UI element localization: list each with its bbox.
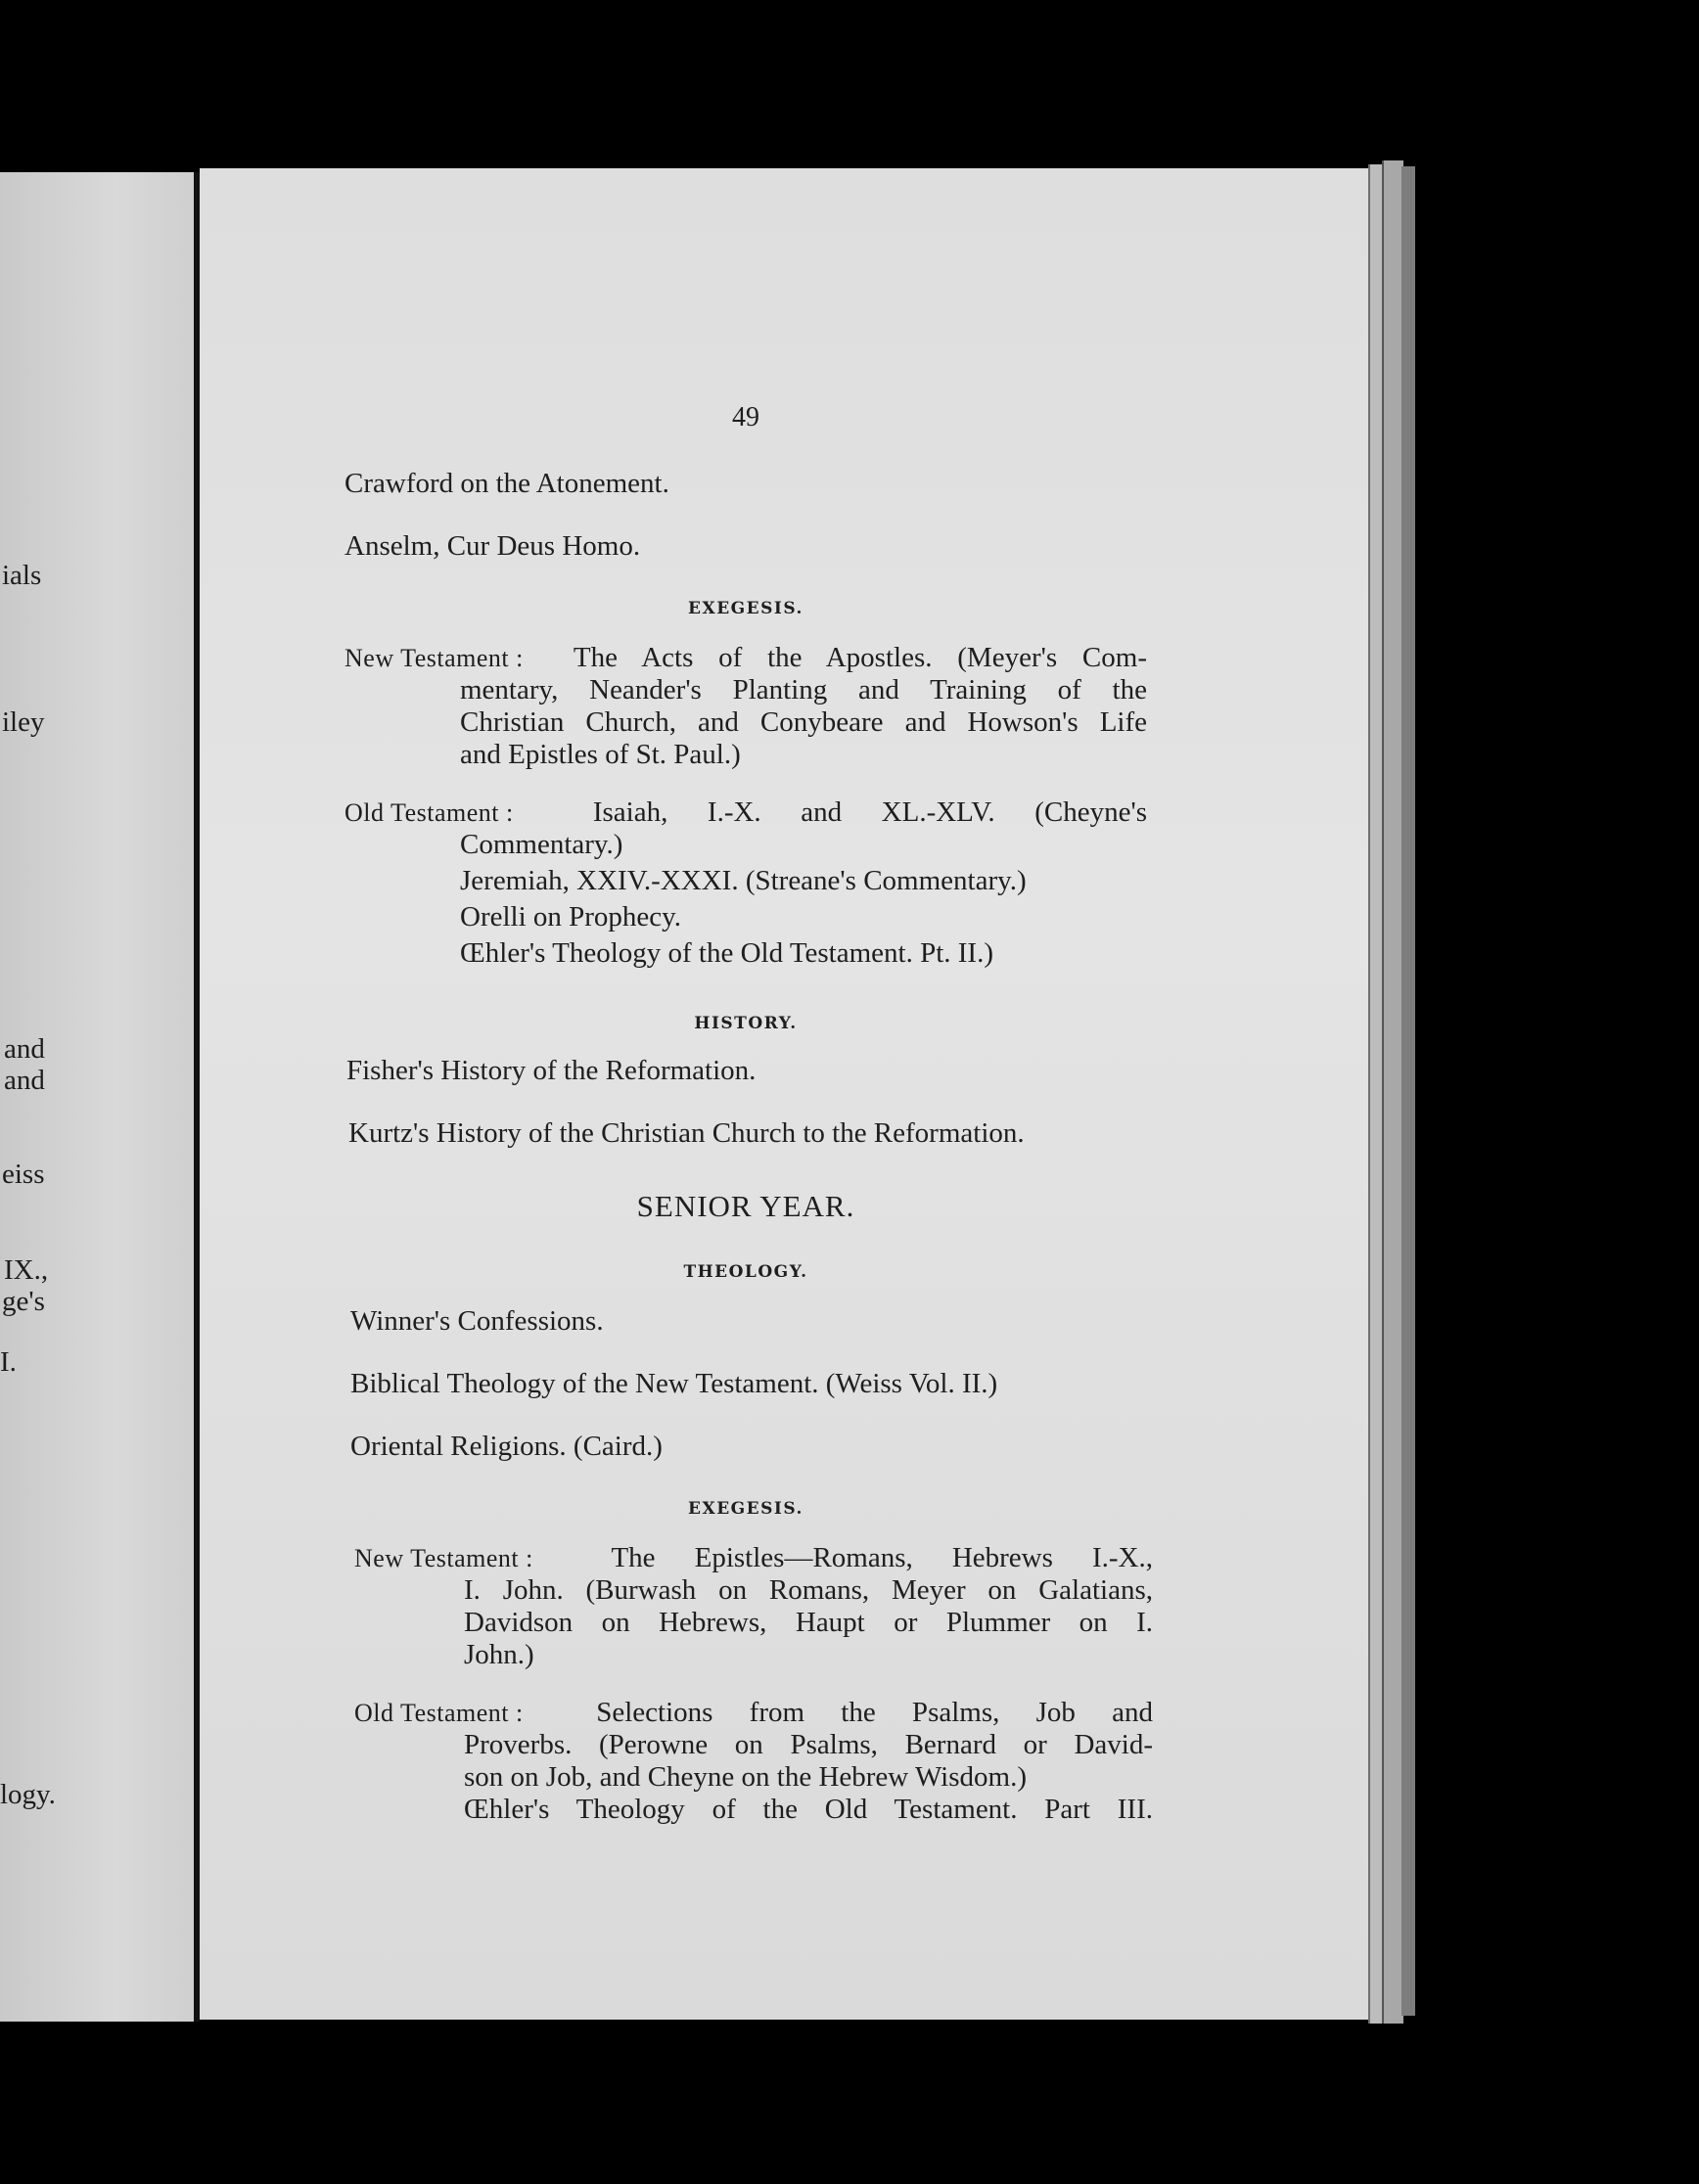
entry-line: Orelli on Prophecy. [460,901,682,933]
left-page-fragment: logy. [0,1779,56,1810]
theology-item: Oriental Religions. (Caird.) [350,1431,663,1462]
entry-line: Jeremiah, XXIV.-XXXI. (Streane's Commentary.) [460,865,1027,896]
new-testament-entry [344,642,1147,771]
left-page-fragment: ge's [2,1286,45,1317]
entry-line: mentary, Neander's Planting and Training of the [460,674,1147,705]
old-testament-entry [344,796,1147,970]
new-testament-entry [354,1542,1153,1671]
old-testament-entry [354,1697,1153,1826]
entry-label: New Testament : [354,1544,533,1572]
page-edge [1401,166,1415,2016]
entry-first-line [344,642,1147,674]
entry-text: The Epistles—Romans, Hebrews I.-X., [611,1542,1153,1573]
senior-year-title: SENIOR YEAR. [636,1189,855,1223]
entry-line: John.) [464,1639,534,1670]
left-page-fragment: I. [0,1346,17,1378]
entry-text: Selections from the Psalms, Job and [596,1697,1154,1728]
left-page-fragment: and [4,1033,45,1065]
entry-first-line [354,1697,1153,1729]
theology-item: Biblical Theology of the New Testament. (Weiss Vol. II.) [350,1368,998,1399]
left-page-fragment: eiss [2,1159,45,1190]
intro-item: Anselm, Cur Deus Homo. [344,530,641,562]
section-heading-exegesis: EXEGESIS. [688,1499,804,1519]
entry-line: I. John. (Burwash on Romans, Meyer on Galatians, [464,1574,1153,1606]
entry-label: New Testament : [344,644,524,672]
entry-line: Œhler's Theology of the Old Testament. Part III. [464,1794,1153,1825]
page-number: 49 [732,402,759,432]
entry-label: Old Testament : [354,1699,524,1727]
left-page-fragment: IX., [4,1254,49,1286]
section-heading-theology: THEOLOGY. [683,1262,808,1282]
section-heading-history: HISTORY. [694,1014,798,1033]
entry-first-line [354,1542,1153,1574]
left-facing-page [0,172,194,2022]
entry-text: Isaiah, I.-X. and XL.-XLV. (Cheyne's [592,796,1147,828]
entry-first-line [344,796,1147,829]
entry-line: son on Job, and Cheyne on the Hebrew Wisdom.) [464,1761,1027,1793]
left-page-fragment: iley [2,706,45,738]
entry-line: Christian Church, and Conybeare and Howson's Life [460,706,1147,738]
entry-line: Œhler's Theology of the Old Testament. Pt. II.) [460,937,993,969]
entry-line: Proverbs. (Perowne on Psalms, Bernard or David- [464,1729,1153,1760]
entry-line: and Epistles of St. Paul.) [460,739,741,770]
entry-line: Davidson on Hebrews, Haupt or Plummer on I. [464,1607,1153,1638]
history-item: Fisher's History of the Reformation. [346,1055,757,1086]
section-heading-exegesis: EXEGESIS. [688,599,804,618]
theology-item: Winner's Confessions. [350,1305,604,1337]
left-page-fragment: and [4,1065,45,1096]
history-item: Kurtz's History of the Christian Church to the Reformation. [348,1117,1025,1149]
entry-text: The Acts of the Apostles. (Meyer's Com- [573,642,1147,673]
page-edge [1382,160,1403,2024]
entry-line: Commentary.) [460,829,623,860]
intro-item: Crawford on the Atonement. [344,468,669,499]
entry-label: Old Testament : [344,798,514,827]
left-page-fragment: ials [2,560,42,591]
